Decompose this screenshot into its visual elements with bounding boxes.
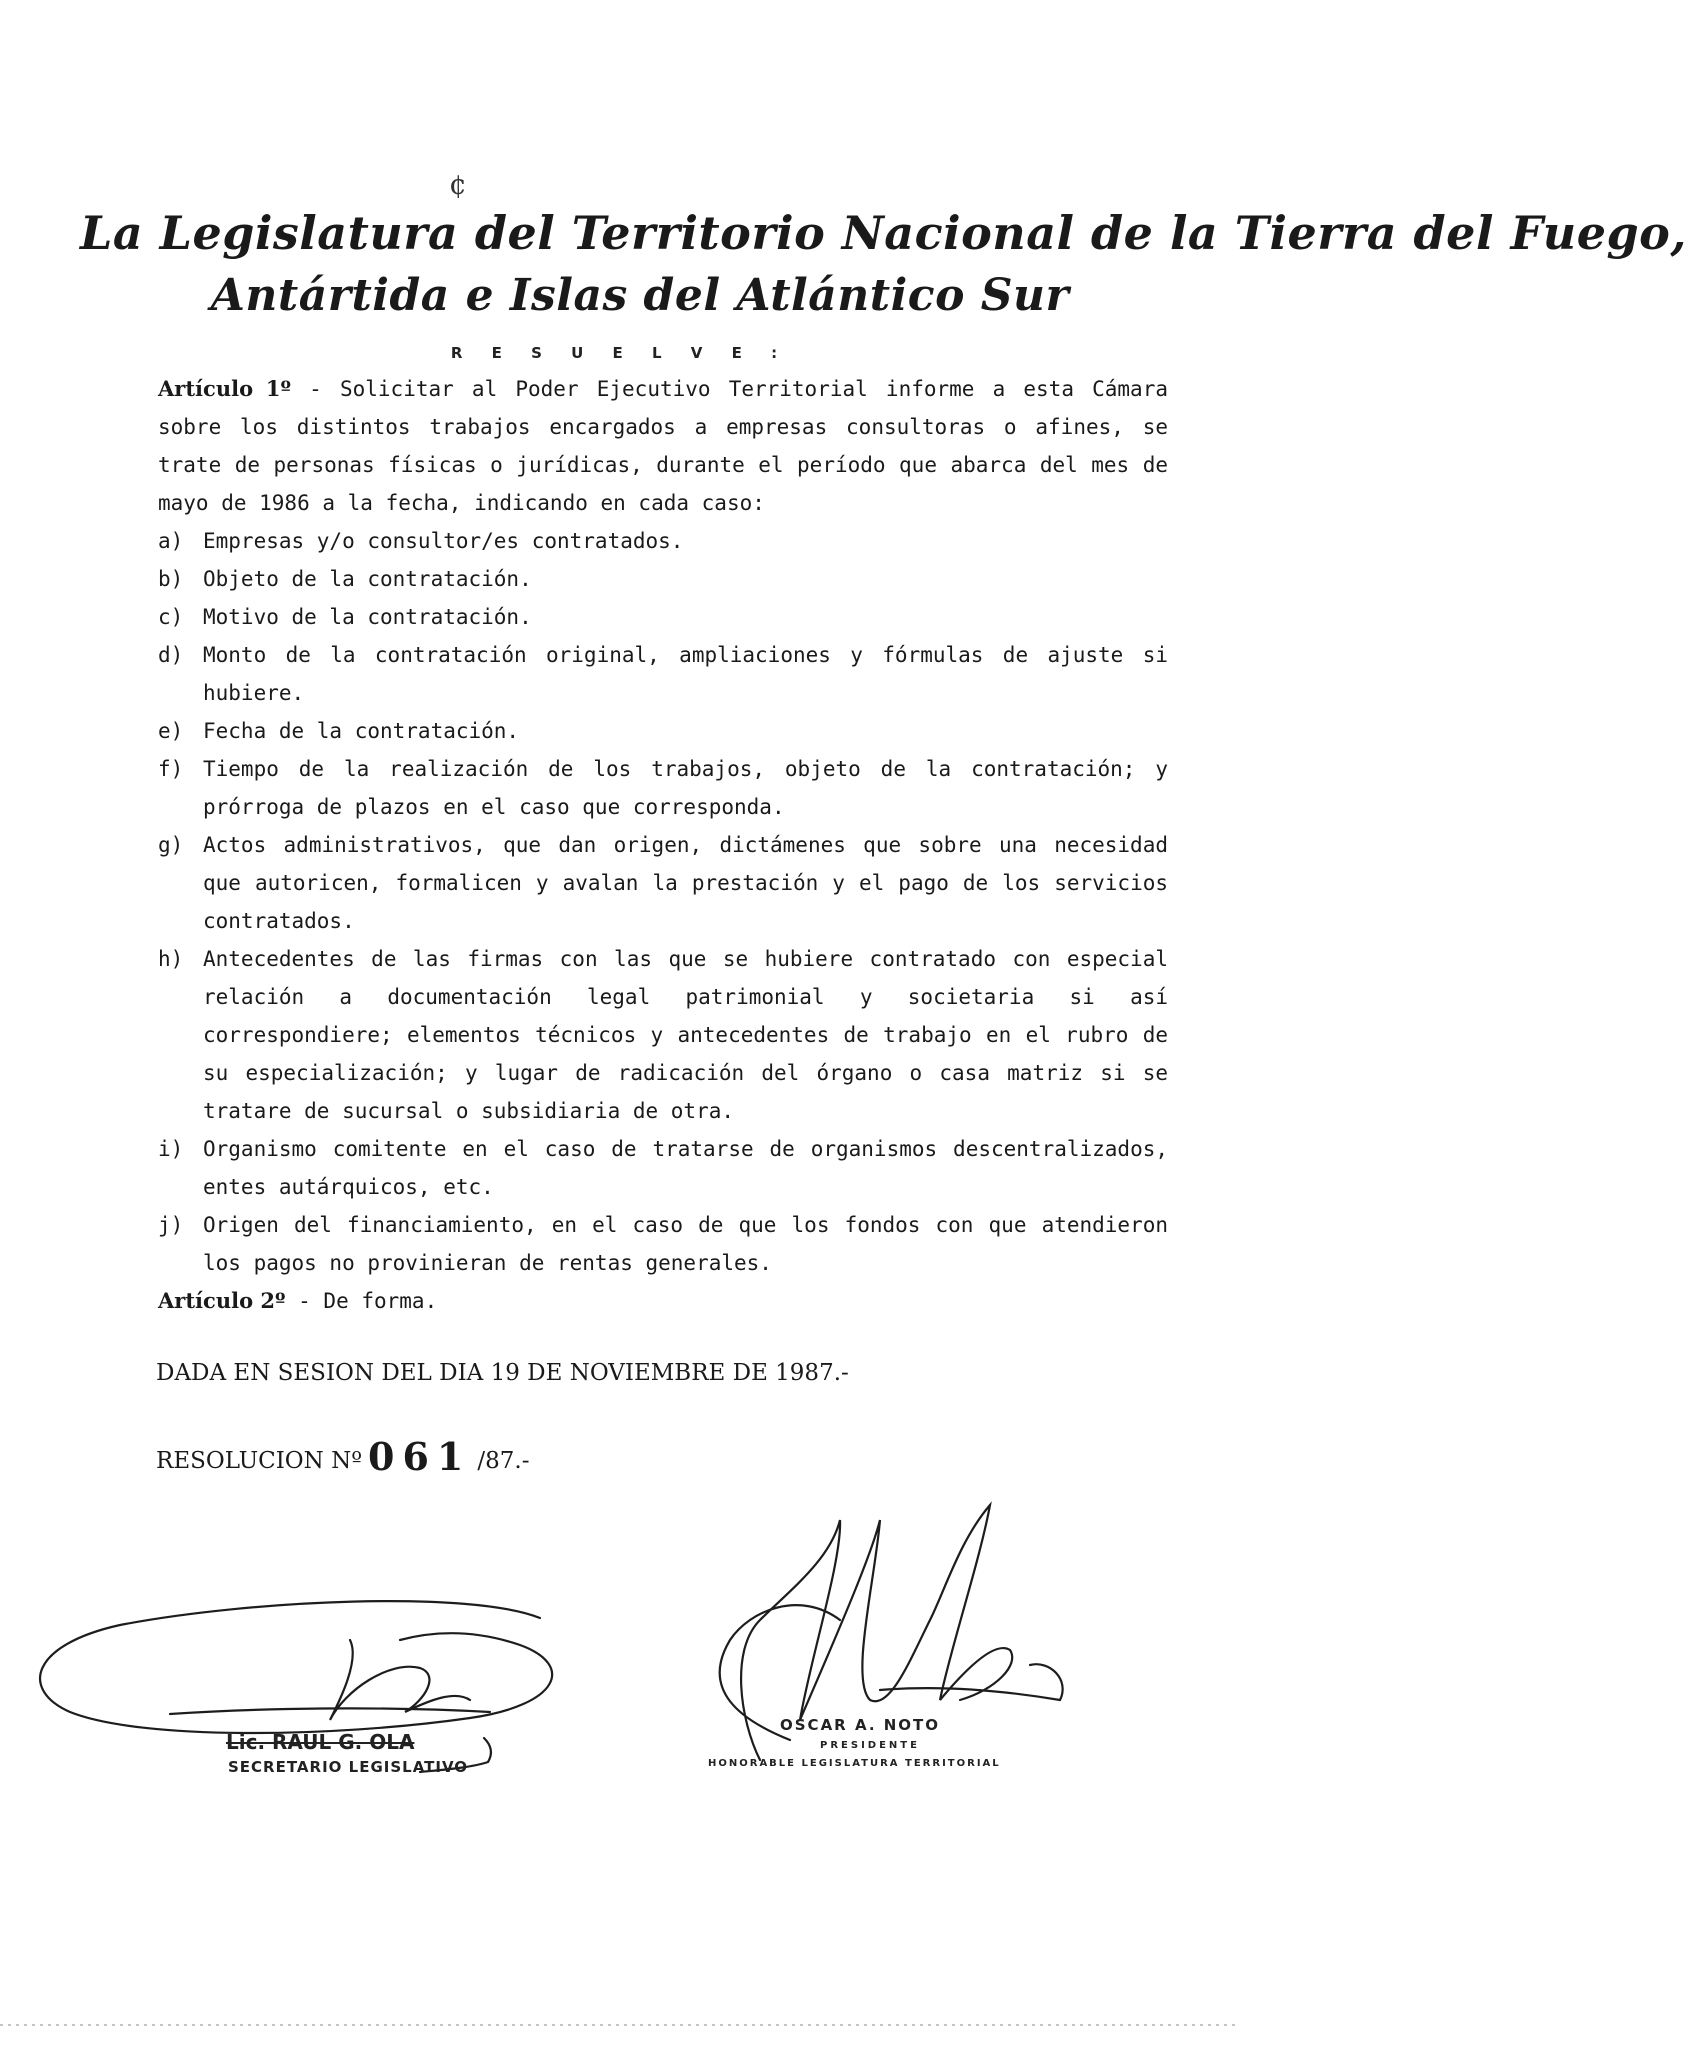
list-item-text: Actos administrativos, que dan origen, dictámenes que sobre una necesidad que autoricen, formalicen y avalan la prestación y el pago de los servicios contratados. [203,833,1168,933]
right-signature-institution: HONORABLE LEGISLATURA TERRITORIAL [708,1758,1001,1769]
list-item-text: Monto de la contratación original, ampliaciones y fórmulas de ajuste si hubiere. [203,643,1168,705]
list-item-letter: f) [158,757,184,781]
list-item [158,560,1168,598]
list-item-text: Fecha de la contratación. [203,719,520,743]
list-item-text: Antecedentes de las firmas con las que se hubiere contratado con especial relación a documentación legal patrimonial y societaria si así correspondiere; elementos técnicos y antecedentes de trabajo en el rubro de su especialización; y lugar de radicación del órgano o casa matriz si se tratare de sucursal o subsidiaria de otra. [203,947,1168,1123]
session-date: DADA EN SESION DEL DIA 19 DE NOVIEMBRE DE 1987.- [156,1360,849,1386]
article-2-title: Artículo 2º [158,1288,286,1313]
list-item [158,940,1168,1130]
list-item-letter: j) [158,1213,184,1237]
list-item-letter: e) [158,719,184,743]
resolution-number: 061 [368,1434,472,1479]
list-item-letter: c) [158,605,184,629]
list-item [158,1130,1168,1206]
article-1 [158,370,1168,522]
list-item [158,750,1168,826]
article-1-title: Artículo 1º [158,376,292,401]
list-item-text: Motivo de la contratación. [203,605,532,629]
left-signature-scribble [330,1640,470,1720]
list-item-text: Objeto de la contratación. [203,567,532,591]
right-signature-line [880,1688,1060,1700]
list-item [158,712,1168,750]
list-item-text: Origen del financiamiento, en el caso de que los fondos con que atendieron los pagos no provinieran de rentas generales. [203,1213,1168,1275]
list-item-letter: d) [158,643,184,667]
left-signature-loop [40,1601,552,1733]
right-signature-flourish [1030,1664,1063,1700]
list-item [158,522,1168,560]
right-signature-role: PRESIDENTE [820,1740,920,1751]
article-1-intro: - Solicitar al Poder Ejecutivo Territorial informe a esta Cámara sobre los distintos trabajos encargados a empresas consultoras o afines, se trate de personas físicas o jurídicas, durante el período que abarca del mes de mayo de 1986 a la fecha, indicando en cada caso: [158,377,1168,515]
header-title-line-2: Antártida e Islas del Atlántico Sur [210,270,1070,321]
list-item-text: Tiempo de la realización de los trabajos, objeto de la contratación; y prórroga de plazos en el caso que corresponda. [203,757,1168,819]
header-title-line-1: La Legislatura del Territorio Nacional de la Tierra del Fuego, [80,206,1687,260]
article-2 [158,1282,1168,1320]
list-item-letter: i) [158,1137,184,1161]
list-item [158,826,1168,940]
resolution-body [158,370,1168,1320]
right-signature-name: OSCAR A. NOTO [780,1716,941,1734]
list-item-text: Organismo comitente en el caso de tratarse de organismos descentralizados, entes autárquicos, etc. [203,1137,1168,1199]
left-signature-role: SECRETARIO LEGISLATIVO [228,1758,469,1776]
resolution-label: RESOLUCION Nº [156,1448,363,1474]
list-item-letter: h) [158,947,184,971]
resuelve-heading: R E S U E L V E : [450,344,790,362]
list-item [158,598,1168,636]
resolution-number-line [156,1432,529,1477]
resolution-suffix: /87.- [477,1448,530,1474]
left-signature-name: Lic. RAUL G. OLA [226,1730,415,1754]
list-item-letter: a) [158,529,184,553]
list-item [158,636,1168,712]
left-signature-underline [170,1708,490,1714]
header-mark: ¢ [449,168,467,201]
list-item-text: Empresas y/o consultor/es contratados. [203,529,684,553]
article-2-text: - De forma. [285,1289,438,1313]
list-item [158,1206,1168,1282]
list-item-letter: g) [158,833,184,857]
list-item-letter: b) [158,567,184,591]
